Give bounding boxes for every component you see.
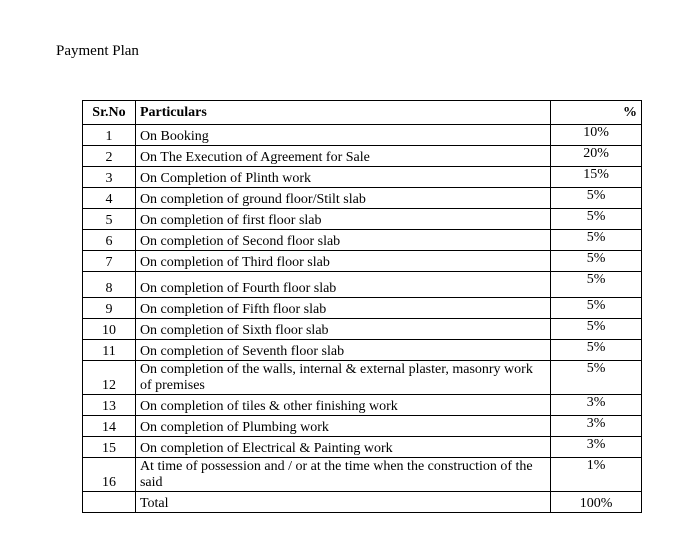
row-sr-no: 12 <box>83 361 136 395</box>
table-row <box>83 272 642 298</box>
table-header-row <box>83 101 642 125</box>
row-particulars: On Booking <box>135 125 550 146</box>
table-row <box>83 146 642 167</box>
row-particulars: On completion of ground floor/Stilt slab <box>135 188 550 209</box>
row-percent: 5% <box>551 251 642 272</box>
row-sr-no: 8 <box>83 272 136 298</box>
row-percent: 20% <box>551 146 642 167</box>
table-row <box>83 395 642 416</box>
row-percent: 5% <box>551 319 642 340</box>
table-row <box>83 319 642 340</box>
table-row <box>83 437 642 458</box>
row-particulars: On completion of Fifth floor slab <box>135 298 550 319</box>
row-particulars: At time of possession and / or at the time when the construction of the said <box>135 458 550 492</box>
row-percent: 5% <box>551 298 642 319</box>
total-sr-no <box>83 492 136 513</box>
row-sr-no: 10 <box>83 319 136 340</box>
row-percent: 5% <box>551 272 642 298</box>
table-row <box>83 458 642 492</box>
table-row <box>83 416 642 437</box>
row-percent: 5% <box>551 188 642 209</box>
table-row <box>83 230 642 251</box>
row-sr-no: 9 <box>83 298 136 319</box>
row-particulars: On completion of the walls, internal & external plaster, masonry work of premises <box>135 361 550 395</box>
table-row <box>83 209 642 230</box>
row-percent: 3% <box>551 395 642 416</box>
table-row <box>83 167 642 188</box>
row-sr-no: 3 <box>83 167 136 188</box>
row-percent: 3% <box>551 437 642 458</box>
row-sr-no: 13 <box>83 395 136 416</box>
table-row <box>83 361 642 395</box>
row-particulars: On completion of Second floor slab <box>135 230 550 251</box>
row-percent: 15% <box>551 167 642 188</box>
row-particulars: On completion of Third floor slab <box>135 251 550 272</box>
header-sr-no: Sr.No <box>83 101 136 125</box>
table-row <box>83 298 642 319</box>
row-percent: 5% <box>551 340 642 361</box>
row-particulars: On The Execution of Agreement for Sale <box>135 146 550 167</box>
row-sr-no: 16 <box>83 458 136 492</box>
row-sr-no: 14 <box>83 416 136 437</box>
row-particulars: On completion of Electrical & Painting work <box>135 437 550 458</box>
row-sr-no: 5 <box>83 209 136 230</box>
row-particulars: On completion of Plumbing work <box>135 416 550 437</box>
table-row <box>83 125 642 146</box>
row-particulars: On Completion of Plinth work <box>135 167 550 188</box>
payment-plan-table <box>82 100 642 513</box>
total-percent: 100% <box>551 492 642 513</box>
row-particulars: On completion of first floor slab <box>135 209 550 230</box>
row-sr-no: 2 <box>83 146 136 167</box>
row-sr-no: 15 <box>83 437 136 458</box>
row-percent: 3% <box>551 416 642 437</box>
row-percent: 5% <box>551 361 642 395</box>
row-sr-no: 6 <box>83 230 136 251</box>
row-particulars: On completion of Fourth floor slab <box>135 272 550 298</box>
row-percent: 1% <box>551 458 642 492</box>
row-particulars: On completion of tiles & other finishing work <box>135 395 550 416</box>
table-row <box>83 251 642 272</box>
row-particulars: On completion of Sixth floor slab <box>135 319 550 340</box>
row-percent: 10% <box>551 125 642 146</box>
row-sr-no: 1 <box>83 125 136 146</box>
row-sr-no: 4 <box>83 188 136 209</box>
total-label: Total <box>135 492 550 513</box>
header-percent: % <box>551 101 642 125</box>
header-particulars: Particulars <box>135 101 550 125</box>
page-title: Payment Plan <box>56 43 139 59</box>
row-sr-no: 7 <box>83 251 136 272</box>
row-percent: 5% <box>551 209 642 230</box>
row-particulars: On completion of Seventh floor slab <box>135 340 550 361</box>
table-row <box>83 340 642 361</box>
table-row <box>83 188 642 209</box>
table-total-row <box>83 492 642 513</box>
row-sr-no: 11 <box>83 340 136 361</box>
row-percent: 5% <box>551 230 642 251</box>
